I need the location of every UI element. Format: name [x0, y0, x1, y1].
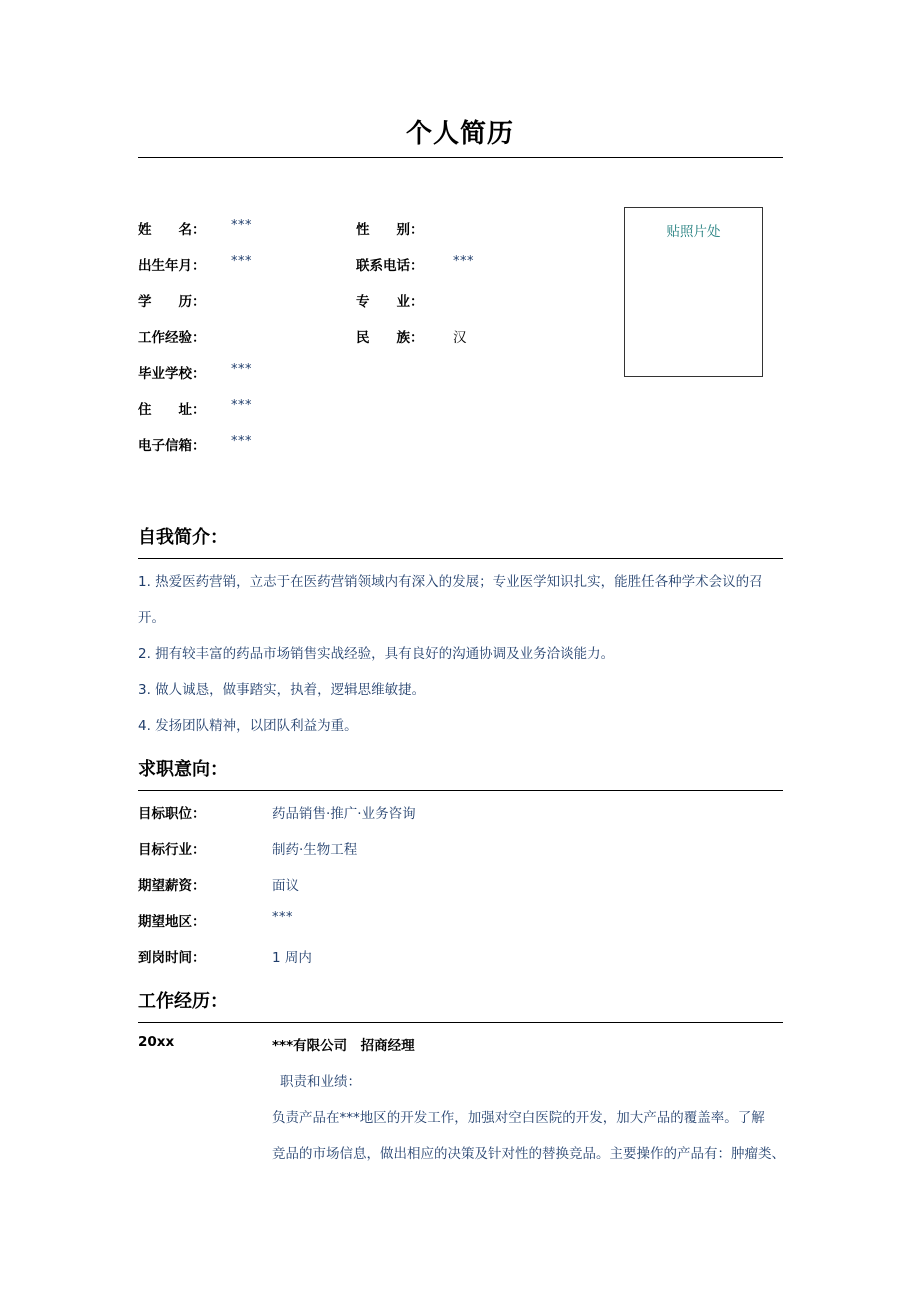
- gender-label: 性 别：: [356, 222, 424, 238]
- self-intro-divider: [138, 558, 783, 559]
- page-title: 个人简历: [405, 119, 514, 149]
- self-intro-line: 2. 拥有较丰富的药品市场销售实战经验，具有良好的沟通协调及业务洽谈能力。: [138, 646, 615, 662]
- title-divider: [138, 157, 783, 158]
- intent-row-value: 面议: [272, 878, 299, 894]
- self-intro-line: 4. 发扬团队精神，以团队利益为重。: [138, 718, 358, 734]
- intent-row-label: 目标职位：: [138, 806, 206, 822]
- photo-placeholder: [624, 207, 763, 377]
- email-label: 电子信箱：: [138, 438, 206, 454]
- work-year: 20xx: [138, 1034, 175, 1050]
- intent-row-value: ***: [272, 910, 293, 925]
- phone-label: 联系电话：: [356, 258, 424, 274]
- intent-row-value: 1 周内: [272, 950, 312, 966]
- birth-label: 出生年月：: [138, 258, 206, 274]
- intent-row-label: 目标行业：: [138, 842, 206, 858]
- work-duties-label: 职责和业绩：: [280, 1074, 361, 1090]
- address-label: 住 址：: [138, 402, 206, 418]
- self-intro-line: 3. 做人诚恳，做事踏实，执着，逻辑思维敏捷。: [138, 682, 426, 698]
- self-intro-line: 1. 热爱医药营销，立志于在医药营销领域内有深入的发展；专业医学知识扎实，能胜任各种学术会议的召: [138, 574, 763, 590]
- work-history-divider: [138, 1022, 783, 1023]
- intent-row-label: 期望地区：: [138, 914, 206, 930]
- job-intent-divider: [138, 790, 783, 791]
- intent-row-label: 到岗时间：: [138, 950, 206, 966]
- self-intro-heading: 自我简介：: [138, 527, 228, 548]
- birth-value: ***: [231, 254, 252, 269]
- education-label: 学 历：: [138, 294, 206, 310]
- name-value: ***: [231, 218, 252, 233]
- work-desc-line: 竞品的市场信息，做出相应的决策及针对性的替换竞品。主要操作的产品有：肿瘤类、: [272, 1146, 785, 1162]
- ethnicity-value: 汉: [453, 330, 467, 346]
- phone-value: ***: [453, 254, 474, 269]
- work-history-heading: 工作经历：: [138, 991, 228, 1012]
- experience-label: 工作经验：: [138, 330, 206, 346]
- intent-row-value: 药品销售·推广·业务咨询: [272, 806, 416, 822]
- work-desc-line: 负责产品在***地区的开发工作，加强对空白医院的开发，加大产品的覆盖率。了解: [272, 1110, 765, 1126]
- intent-row-label: 期望薪资：: [138, 878, 206, 894]
- job-intent-heading: 求职意向：: [138, 759, 228, 780]
- address-value: ***: [231, 398, 252, 413]
- school-label: 毕业学校：: [138, 366, 206, 382]
- major-label: 专 业：: [356, 294, 424, 310]
- email-value: ***: [231, 434, 252, 449]
- work-company-title: ***有限公司 招商经理: [272, 1038, 415, 1054]
- self-intro-line: 开。: [138, 610, 165, 626]
- photo-label: 贴照片处: [666, 224, 721, 240]
- school-value: ***: [231, 362, 252, 377]
- intent-row-value: 制药·生物工程: [272, 842, 358, 858]
- ethnicity-label: 民 族：: [356, 330, 424, 346]
- name-label: 姓 名：: [138, 222, 206, 238]
